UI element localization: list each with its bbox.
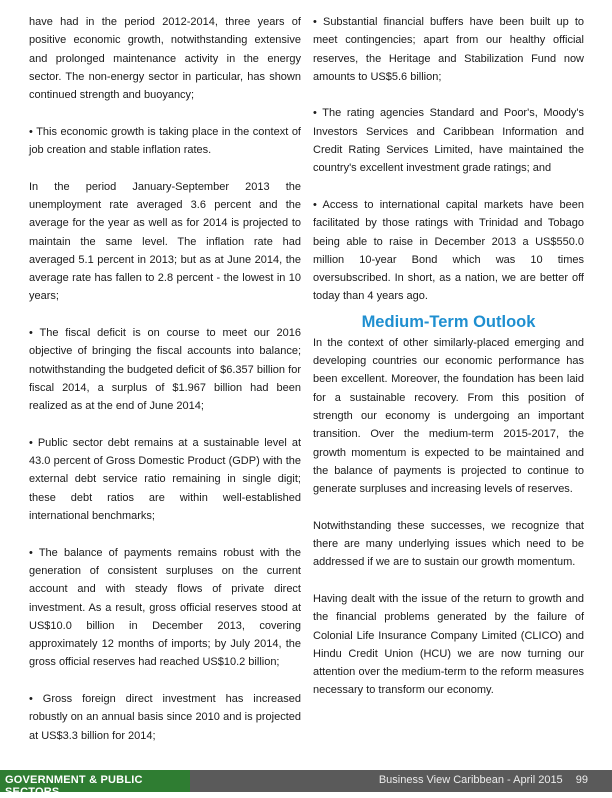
right-column [313, 13, 584, 700]
bullet-financial-buffers: • Substantial financial buffers have been built up to meet contingencies; apart from our healthy official reserves, the Heritage and Stabilization Fund now amounts to US$5.6 billion; [313, 16, 584, 83]
paragraph-growth-period: have had in the period 2012-2014, three years of positive economic growth, notwithstanding extensive and prolonged maintenance activity in the energy sector. The non-energy sector in particular, has shown continued strength and buoyancy; [29, 16, 301, 102]
bullet-fiscal-deficit: • The fiscal deficit is on course to meet our 2016 objective of bringing the fiscal accounts into balance; notwithstanding the budgeted deficit of $6.357 billion for fiscal 2014, a surplus of $1.967 billion had been realized as at the end of June 2014; [29, 327, 301, 413]
left-column [29, 13, 301, 745]
paragraph-unemployment: In the period January-September 2013 the unemployment rate averaged 3.6 percent and the average for the year as well as for 2014 is projected to maintain the same level. The inflation rate had averaged 5.1 percent in 2013; but as at June 2014, the average rate has fallen to 2.8 percent - the lowest in 10 years; [29, 180, 301, 303]
bullet-job-creation: • This economic growth is taking place in the context of job creation and stable inflation rates. [29, 125, 301, 157]
section-heading: Medium-Term Outlook [361, 312, 536, 331]
bullet-ratings: • The rating agencies Standard and Poor's, Moody's Investors Services and Caribbean Information and Credit Rating Services Limited, have maintained the country's excellent investment grade ratings; and [313, 107, 584, 175]
footer-publication-info [369, 774, 588, 786]
footer-section-label: GOVERNMENT & PUBLIC SECTORS [5, 774, 143, 798]
footer-section-tab [0, 770, 190, 798]
page-footer [0, 770, 612, 798]
bullet-capital-markets: • Access to international capital markets have been facilitated by those ratings with Trinidad and Tobago being able to raise in December 2013 a US$550.0 million 10-year Bond which was 10 times oversubscribed. In short, as a nation, we are better off today than 4 years ago. [313, 198, 584, 303]
page-number: 99 [575, 774, 588, 786]
paragraph-reform-measures: Having dealt with the issue of the return to growth and the financial problems generated by the failure of Colonial Life Insurance Company Limited (CLICO) and Hindu Credit Union (HCU) we are now turning our attention over the medium-term to the reform measures necessary to transform our economy. [313, 592, 584, 697]
paragraph-underlying-issues: Notwithstanding these successes, we recognize that there are many underlying issues which need to be addressed if we are to sustain our growth momentum. [313, 519, 584, 569]
footer-publication-title: Business View Caribbean - April 2015 [378, 774, 563, 786]
bullet-public-debt: • Public sector debt remains at a sustainable level at 43.0 percent of Gross Domestic Product (GDP) with the external debt service ratio remaining in single digit; these debt ratios are within well-established international benchmarks; [29, 436, 301, 523]
bullet-foreign-investment: • Gross foreign direct investment has increased robustly on an annual basis since 2010 and is projected at US$3.3 billion for 2014; [29, 692, 301, 742]
paragraph-economic-performance: In the context of other similarly-placed emerging and developing countries our economic performance has been excellent. Moreover, the foundation has been laid for a sustainable recovery. From this position of strength our economy is undergoing an important transition. Over the medium-term 2015-2017, the growth momentum is expected to be maintained and the balance of payments is projected to continue to generate surpluses and increasing levels of reserves. [313, 336, 584, 496]
bullet-balance-of-payments: • The balance of payments remains robust with the generation of consistent surpluses on the current account and with steady flows of private direct investment. As a result, gross official reserves stood at US$10.0 billion in December 2013, covering approximately 12 months of imports; by July 2014, the gross official reserves had reached US$10.2 billion; [29, 546, 301, 669]
